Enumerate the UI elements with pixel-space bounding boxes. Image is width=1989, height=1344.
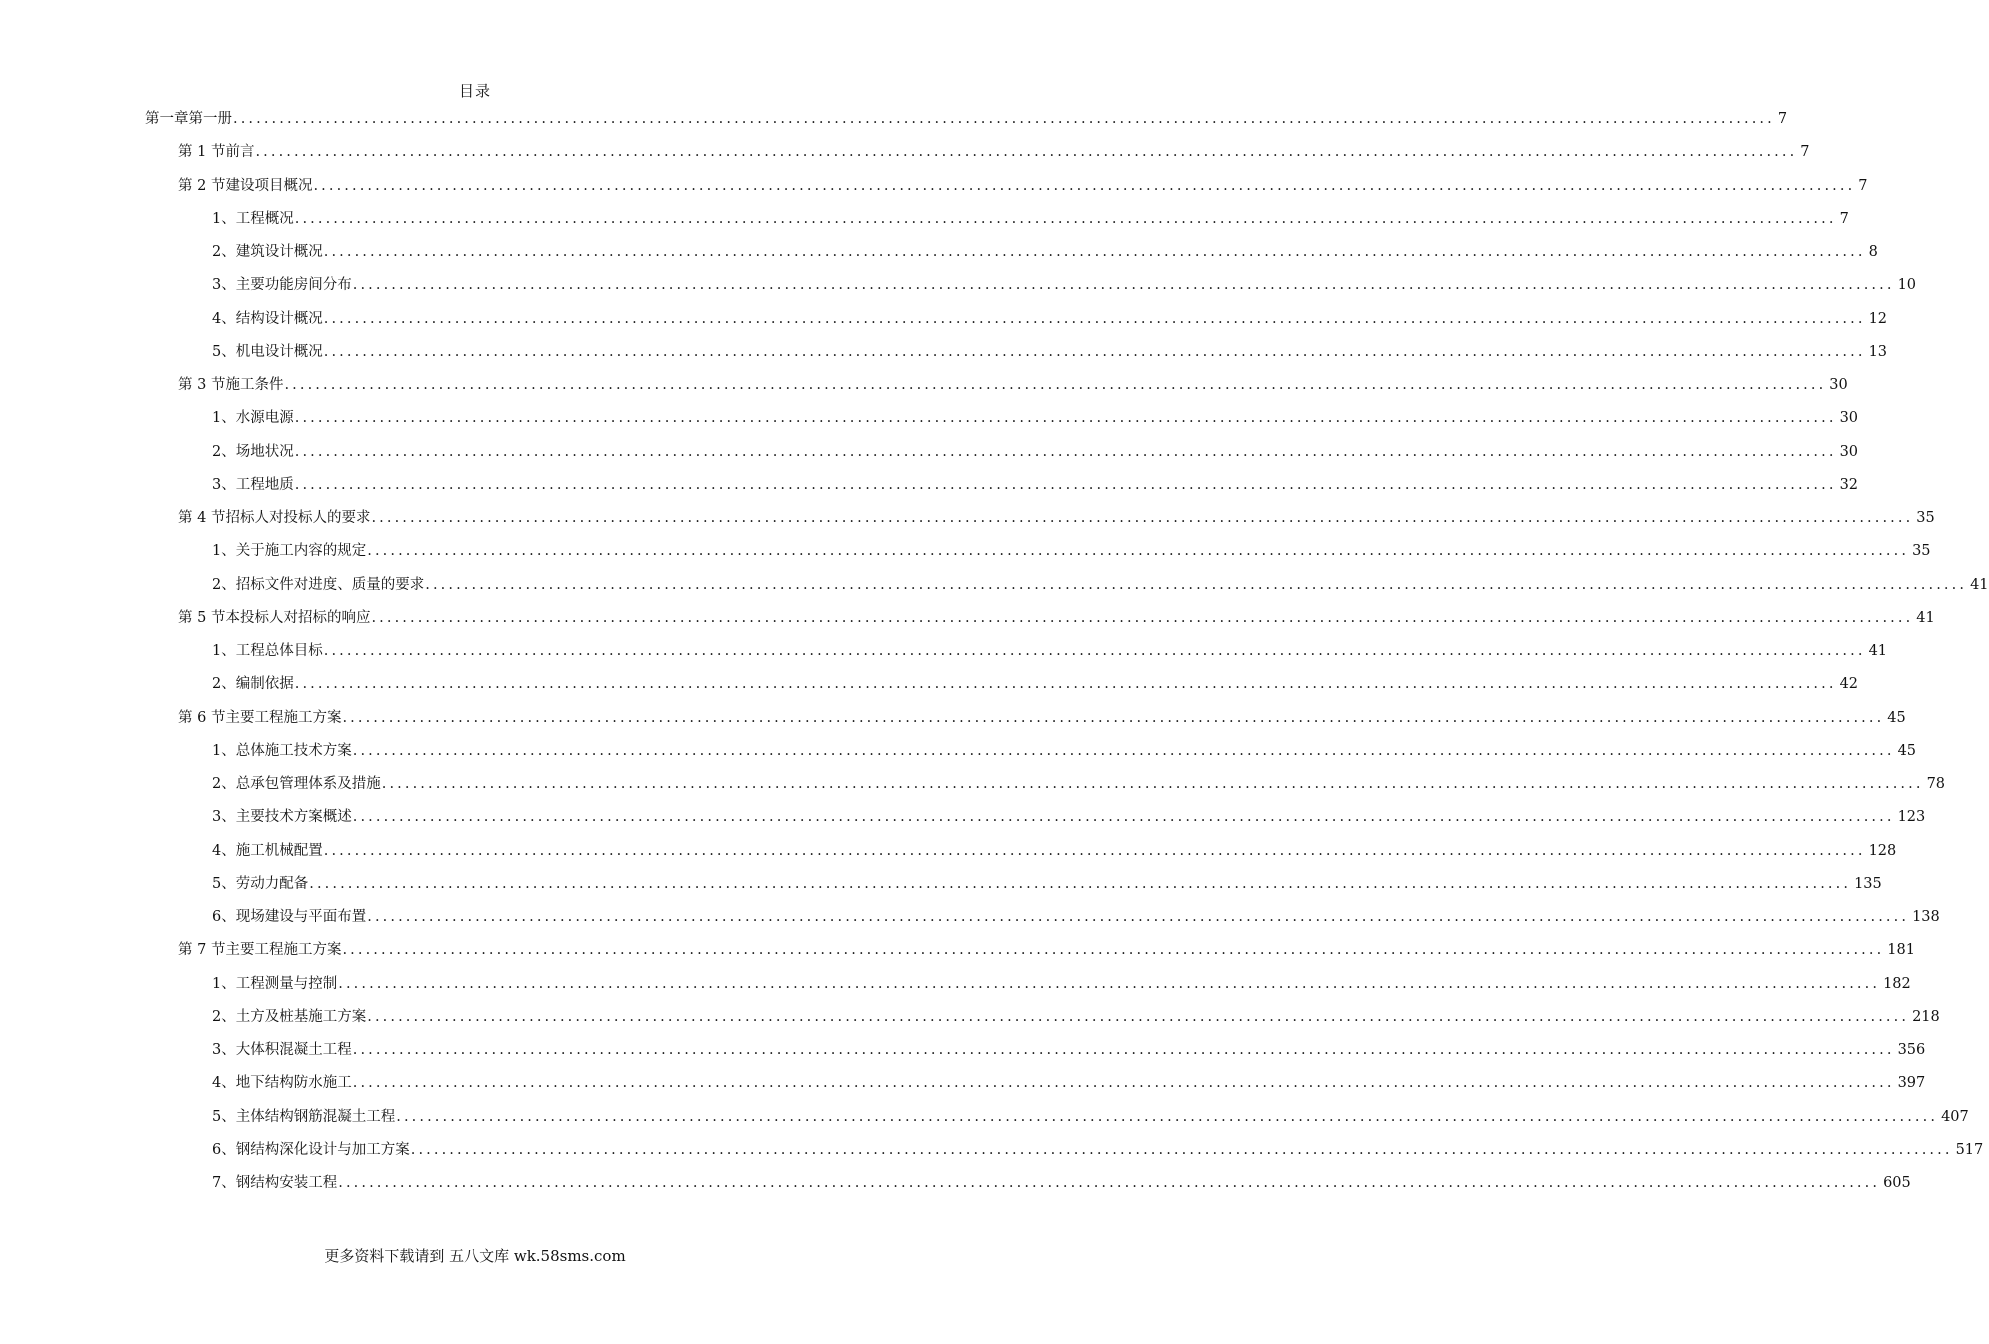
toc-entry-number: 3、 bbox=[212, 277, 236, 294]
toc-entry-number: 2、 bbox=[212, 1008, 236, 1025]
toc-dot-leader: ........................................................................................................................................................................................................ bbox=[233, 111, 1775, 127]
toc-entry-title: 主要工程施工方案 bbox=[225, 942, 342, 959]
toc-entry-page-number: 138 bbox=[1912, 909, 1940, 925]
toc-entry-page-number: 8 bbox=[1868, 244, 1878, 260]
toc-entry[interactable] bbox=[212, 471, 1859, 495]
toc-entry-page-number: 30 bbox=[1829, 377, 1848, 393]
toc-entry-page-number: 35 bbox=[1912, 543, 1931, 560]
toc-entry-number: 2、 bbox=[212, 244, 236, 260]
toc-dot-leader: ........................................................................................................................................................................................................ bbox=[309, 875, 1852, 892]
toc-entry-title: 钢结构安装工程 bbox=[235, 1175, 338, 1191]
toc-entry[interactable] bbox=[212, 803, 1926, 827]
toc-dot-leader: ........................................................................................................................................................................................................ bbox=[338, 975, 1881, 992]
toc-dot-leader: ........................................................................................................................................................................................................ bbox=[255, 144, 1798, 161]
toc-entry-number: 第 7 节 bbox=[178, 942, 226, 959]
toc-entry-page-number: 517 bbox=[1955, 1141, 1984, 1158]
toc-entry[interactable] bbox=[212, 737, 1917, 761]
toc-entry[interactable] bbox=[178, 704, 1906, 728]
toc-dot-leader: ........................................................................................................................................................................................................ bbox=[352, 742, 1895, 759]
toc-entry-page-number: 35 bbox=[1916, 510, 1935, 526]
toc-entry-title: 前言 bbox=[225, 144, 255, 161]
toc-entry[interactable] bbox=[212, 271, 1917, 295]
toc-dot-leader: ........................................................................................................................................................................................................ bbox=[425, 576, 1968, 593]
toc-entry[interactable] bbox=[212, 770, 1946, 794]
toc-entry-page-number: 7 bbox=[1777, 111, 1788, 127]
toc-entry-page-number: 30 bbox=[1839, 443, 1859, 460]
toc-entry-page-number: 135 bbox=[1854, 875, 1882, 892]
toc-entry-number: 5、 bbox=[212, 343, 236, 360]
toc-entry-number: 1、 bbox=[212, 410, 236, 427]
toc-entry-number: 4、 bbox=[212, 310, 236, 327]
toc-dot-leader: ........................................................................................................................................................................................................ bbox=[323, 343, 1866, 360]
toc-entry-title: 编制依据 bbox=[235, 676, 294, 693]
toc-entry[interactable] bbox=[212, 903, 1940, 927]
toc-entry-number: 2、 bbox=[212, 776, 236, 792]
toc-dot-leader: ........................................................................................................................................................................................................ bbox=[313, 177, 1856, 194]
toc-entry-title: 招标人对投标人的要求 bbox=[225, 510, 371, 526]
toc-entry-title: 大体积混凝土工程 bbox=[235, 1042, 352, 1058]
footer-note: 更多资料下载请到 五八文库 wk.58sms.com bbox=[324, 1247, 626, 1265]
toc-entry[interactable] bbox=[212, 305, 1888, 329]
toc-entry[interactable] bbox=[212, 870, 1882, 894]
toc-entry[interactable] bbox=[212, 238, 1878, 262]
toc-entry-title: 总体施工技术方案 bbox=[235, 742, 352, 759]
toc-entry-number: 第 6 节 bbox=[178, 709, 226, 726]
toc-entry-number: 1、 bbox=[212, 543, 236, 560]
toc-entry-number: 3、 bbox=[212, 809, 236, 826]
toc-entry-number: 第 3 节 bbox=[178, 377, 226, 393]
toc-entry-number: 第一章 bbox=[145, 111, 189, 127]
toc-entry-page-number: 181 bbox=[1887, 942, 1915, 959]
toc-dot-leader: ........................................................................................................................................................................................................ bbox=[371, 510, 1914, 526]
toc-dot-leader: ........................................................................................................................................................................................................ bbox=[367, 909, 1910, 925]
toc-entry-number: 1、 bbox=[212, 210, 236, 227]
toc-entry-page-number: 123 bbox=[1897, 809, 1926, 826]
toc-entry-title: 施工机械配置 bbox=[235, 842, 323, 859]
toc-dot-leader: ........................................................................................................................................................................................................ bbox=[396, 1108, 1939, 1125]
toc-entry-page-number: 41 bbox=[1970, 576, 1989, 593]
toc-dot-leader: ........................................................................................................................................................................................................ bbox=[367, 543, 1910, 560]
toc-entry-title: 机电设计概况 bbox=[235, 343, 323, 360]
toc-entry-title: 结构设计概况 bbox=[235, 310, 323, 327]
toc-entry-title: 土方及桩基施工方案 bbox=[235, 1008, 367, 1025]
toc-dot-leader: ........................................................................................................................................................................................................ bbox=[323, 842, 1866, 859]
toc-entry-title: 水源电源 bbox=[235, 410, 294, 427]
toc-entry-number: 2、 bbox=[212, 443, 236, 460]
toc-entry[interactable] bbox=[212, 404, 1859, 428]
toc-entry-number: 4、 bbox=[212, 842, 236, 859]
toc-entry[interactable] bbox=[178, 138, 1810, 162]
toc-entry-page-number: 218 bbox=[1912, 1008, 1940, 1025]
toc-entry-number: 7、 bbox=[212, 1175, 236, 1191]
toc-entry[interactable] bbox=[212, 1069, 1926, 1093]
toc-dot-leader: ........................................................................................................................................................................................................ bbox=[352, 1075, 1895, 1092]
toc-entry[interactable] bbox=[212, 1003, 1940, 1027]
toc-entry-page-number: 7 bbox=[1839, 210, 1849, 227]
toc-dot-leader: ........................................................................................................................................................................................................ bbox=[352, 1042, 1895, 1058]
toc-entry[interactable] bbox=[178, 504, 1935, 528]
toc-entry-page-number: 128 bbox=[1868, 842, 1897, 859]
toc-dot-leader: ........................................................................................................................................................................................................ bbox=[294, 410, 1837, 427]
toc-dot-leader: ........................................................................................................................................................................................................ bbox=[352, 809, 1895, 826]
toc-entry-title: 工程测量与控制 bbox=[235, 975, 338, 992]
toc-dot-leader: ........................................................................................................................................................................................................ bbox=[294, 476, 1837, 493]
toc-entry-title: 工程总体目标 bbox=[235, 643, 323, 659]
toc-entry-number: 第 2 节 bbox=[178, 177, 226, 194]
toc-entry-page-number: 397 bbox=[1897, 1075, 1926, 1092]
toc-dot-leader: ........................................................................................................................................................................................................ bbox=[381, 776, 1924, 792]
toc-entry-title: 主要功能房间分布 bbox=[235, 277, 352, 294]
toc-entry-title: 主要工程施工方案 bbox=[225, 709, 342, 726]
toc-entry-page-number: 45 bbox=[1897, 742, 1917, 759]
toc-entry-title: 关于施工内容的规定 bbox=[235, 543, 367, 560]
toc-entry-page-number: 32 bbox=[1839, 476, 1859, 493]
toc-entry-page-number: 7 bbox=[1858, 177, 1868, 194]
toc-entry[interactable] bbox=[212, 438, 1859, 462]
toc-entry-page-number: 182 bbox=[1883, 975, 1911, 992]
toc-entry-number: 5、 bbox=[212, 875, 236, 892]
toc-dot-leader: ........................................................................................................................................................................................................ bbox=[367, 1008, 1910, 1025]
toc-entry-number: 第 4 节 bbox=[178, 510, 226, 526]
toc-dot-leader: ........................................................................................................................................................................................................ bbox=[342, 709, 1885, 726]
toc-entry-number: 4、 bbox=[212, 1075, 236, 1092]
toc-entry[interactable] bbox=[212, 670, 1859, 694]
toc-entry[interactable] bbox=[212, 1103, 1969, 1127]
toc-entry-number: 2、 bbox=[212, 676, 236, 693]
toc-entry-title: 主体结构钢筋混凝土工程 bbox=[235, 1108, 396, 1125]
toc-entry-number: 1、 bbox=[212, 742, 236, 759]
toc-entry-title: 钢结构深化设计与加工方案 bbox=[235, 1141, 410, 1158]
toc-dot-leader: ........................................................................................................................................................................................................ bbox=[294, 676, 1837, 693]
toc-entry-number: 第 1 节 bbox=[178, 144, 226, 161]
toc-entry-page-number: 78 bbox=[1926, 776, 1946, 792]
toc-entry-number: 3、 bbox=[212, 476, 236, 493]
toc-entry-title: 招标文件对进度、质量的要求 bbox=[235, 576, 425, 593]
toc-entry-page-number: 41 bbox=[1868, 643, 1888, 659]
toc-dot-leader: ........................................................................................................................................................................................................ bbox=[294, 210, 1837, 227]
toc-dot-leader: ........................................................................................................................................................................................................ bbox=[294, 443, 1837, 460]
toc-entry-number: 6、 bbox=[212, 909, 236, 925]
toc-entry[interactable] bbox=[212, 970, 1911, 994]
toc-entry-title: 建设项目概况 bbox=[225, 177, 313, 194]
toc-entry-page-number: 12 bbox=[1868, 310, 1888, 327]
toc-dot-leader: ........................................................................................................................................................................................................ bbox=[284, 377, 1827, 393]
toc-entry-page-number: 30 bbox=[1839, 410, 1859, 427]
toc-entry[interactable] bbox=[178, 604, 1935, 628]
toc-dot-leader: ........................................................................................................................................................................................................ bbox=[323, 310, 1866, 327]
page-title: 目录 bbox=[458, 82, 491, 100]
toc-entry-number: 第 5 节 bbox=[178, 609, 226, 626]
toc-entry-title: 场地状况 bbox=[235, 443, 294, 460]
toc-entry-page-number: 13 bbox=[1868, 343, 1888, 360]
toc-entry[interactable] bbox=[212, 1169, 1911, 1193]
toc-dot-leader: ........................................................................................................................................................................................................ bbox=[323, 244, 1866, 260]
toc-entry-number: 1、 bbox=[212, 975, 236, 992]
toc-entry-page-number: 41 bbox=[1916, 609, 1935, 626]
toc-dot-leader: ........................................................................................................................................................................................................ bbox=[338, 1175, 1881, 1191]
toc-entry[interactable] bbox=[178, 936, 1915, 960]
toc-dot-leader: ........................................................................................................................................................................................................ bbox=[352, 277, 1895, 294]
toc-entry-number: 3、 bbox=[212, 1042, 236, 1058]
toc-entry[interactable] bbox=[212, 637, 1888, 661]
toc-entry[interactable] bbox=[178, 172, 1868, 196]
toc-entry-page-number: 7 bbox=[1800, 144, 1810, 161]
toc-dot-leader: ........................................................................................................................................................................................................ bbox=[410, 1141, 1953, 1158]
toc-entry[interactable] bbox=[178, 371, 1848, 395]
toc-entry-title: 总承包管理体系及措施 bbox=[235, 776, 381, 792]
toc-entry[interactable] bbox=[212, 338, 1888, 362]
toc-entry[interactable] bbox=[212, 837, 1897, 861]
toc-entry-title: 施工条件 bbox=[225, 377, 284, 393]
toc-dot-leader: ........................................................................................................................................................................................................ bbox=[323, 643, 1866, 659]
toc-entry-title: 主要技术方案概述 bbox=[235, 809, 352, 826]
toc-entry-title: 建筑设计概况 bbox=[235, 244, 323, 260]
toc-entry-title: 第一册 bbox=[188, 111, 232, 127]
toc-entry-title: 现场建设与平面布置 bbox=[235, 909, 367, 925]
toc-entry[interactable] bbox=[212, 537, 1931, 561]
toc-entry-number: 5、 bbox=[212, 1108, 236, 1125]
toc-entry[interactable] bbox=[212, 205, 1849, 229]
toc-entry-title: 劳动力配备 bbox=[235, 875, 309, 892]
toc-entry-page-number: 605 bbox=[1883, 1175, 1911, 1191]
toc-dot-leader: ........................................................................................................................................................................................................ bbox=[342, 942, 1885, 959]
toc-entry-number: 1、 bbox=[212, 643, 236, 659]
toc-entry-number: 2、 bbox=[212, 576, 236, 593]
toc-entry[interactable] bbox=[212, 571, 1989, 595]
toc-entry-title: 地下结构防水施工 bbox=[235, 1075, 352, 1092]
toc-entry-page-number: 10 bbox=[1897, 277, 1917, 294]
toc-entry[interactable] bbox=[212, 1036, 1926, 1060]
toc-entry-title: 本投标人对招标的响应 bbox=[225, 609, 371, 626]
toc-dot-leader: ........................................................................................................................................................................................................ bbox=[371, 609, 1914, 626]
toc-entry-title: 工程概况 bbox=[235, 210, 294, 227]
toc-entry-page-number: 407 bbox=[1941, 1108, 1969, 1125]
toc-entry-number: 6、 bbox=[212, 1141, 236, 1158]
toc-entry[interactable] bbox=[145, 105, 1788, 129]
toc-entry-page-number: 45 bbox=[1887, 709, 1906, 726]
toc-entry-page-number: 356 bbox=[1897, 1042, 1926, 1058]
toc-entry-page-number: 42 bbox=[1839, 676, 1859, 693]
toc-entry-title: 工程地质 bbox=[235, 476, 294, 493]
toc-entry[interactable] bbox=[212, 1136, 1984, 1160]
